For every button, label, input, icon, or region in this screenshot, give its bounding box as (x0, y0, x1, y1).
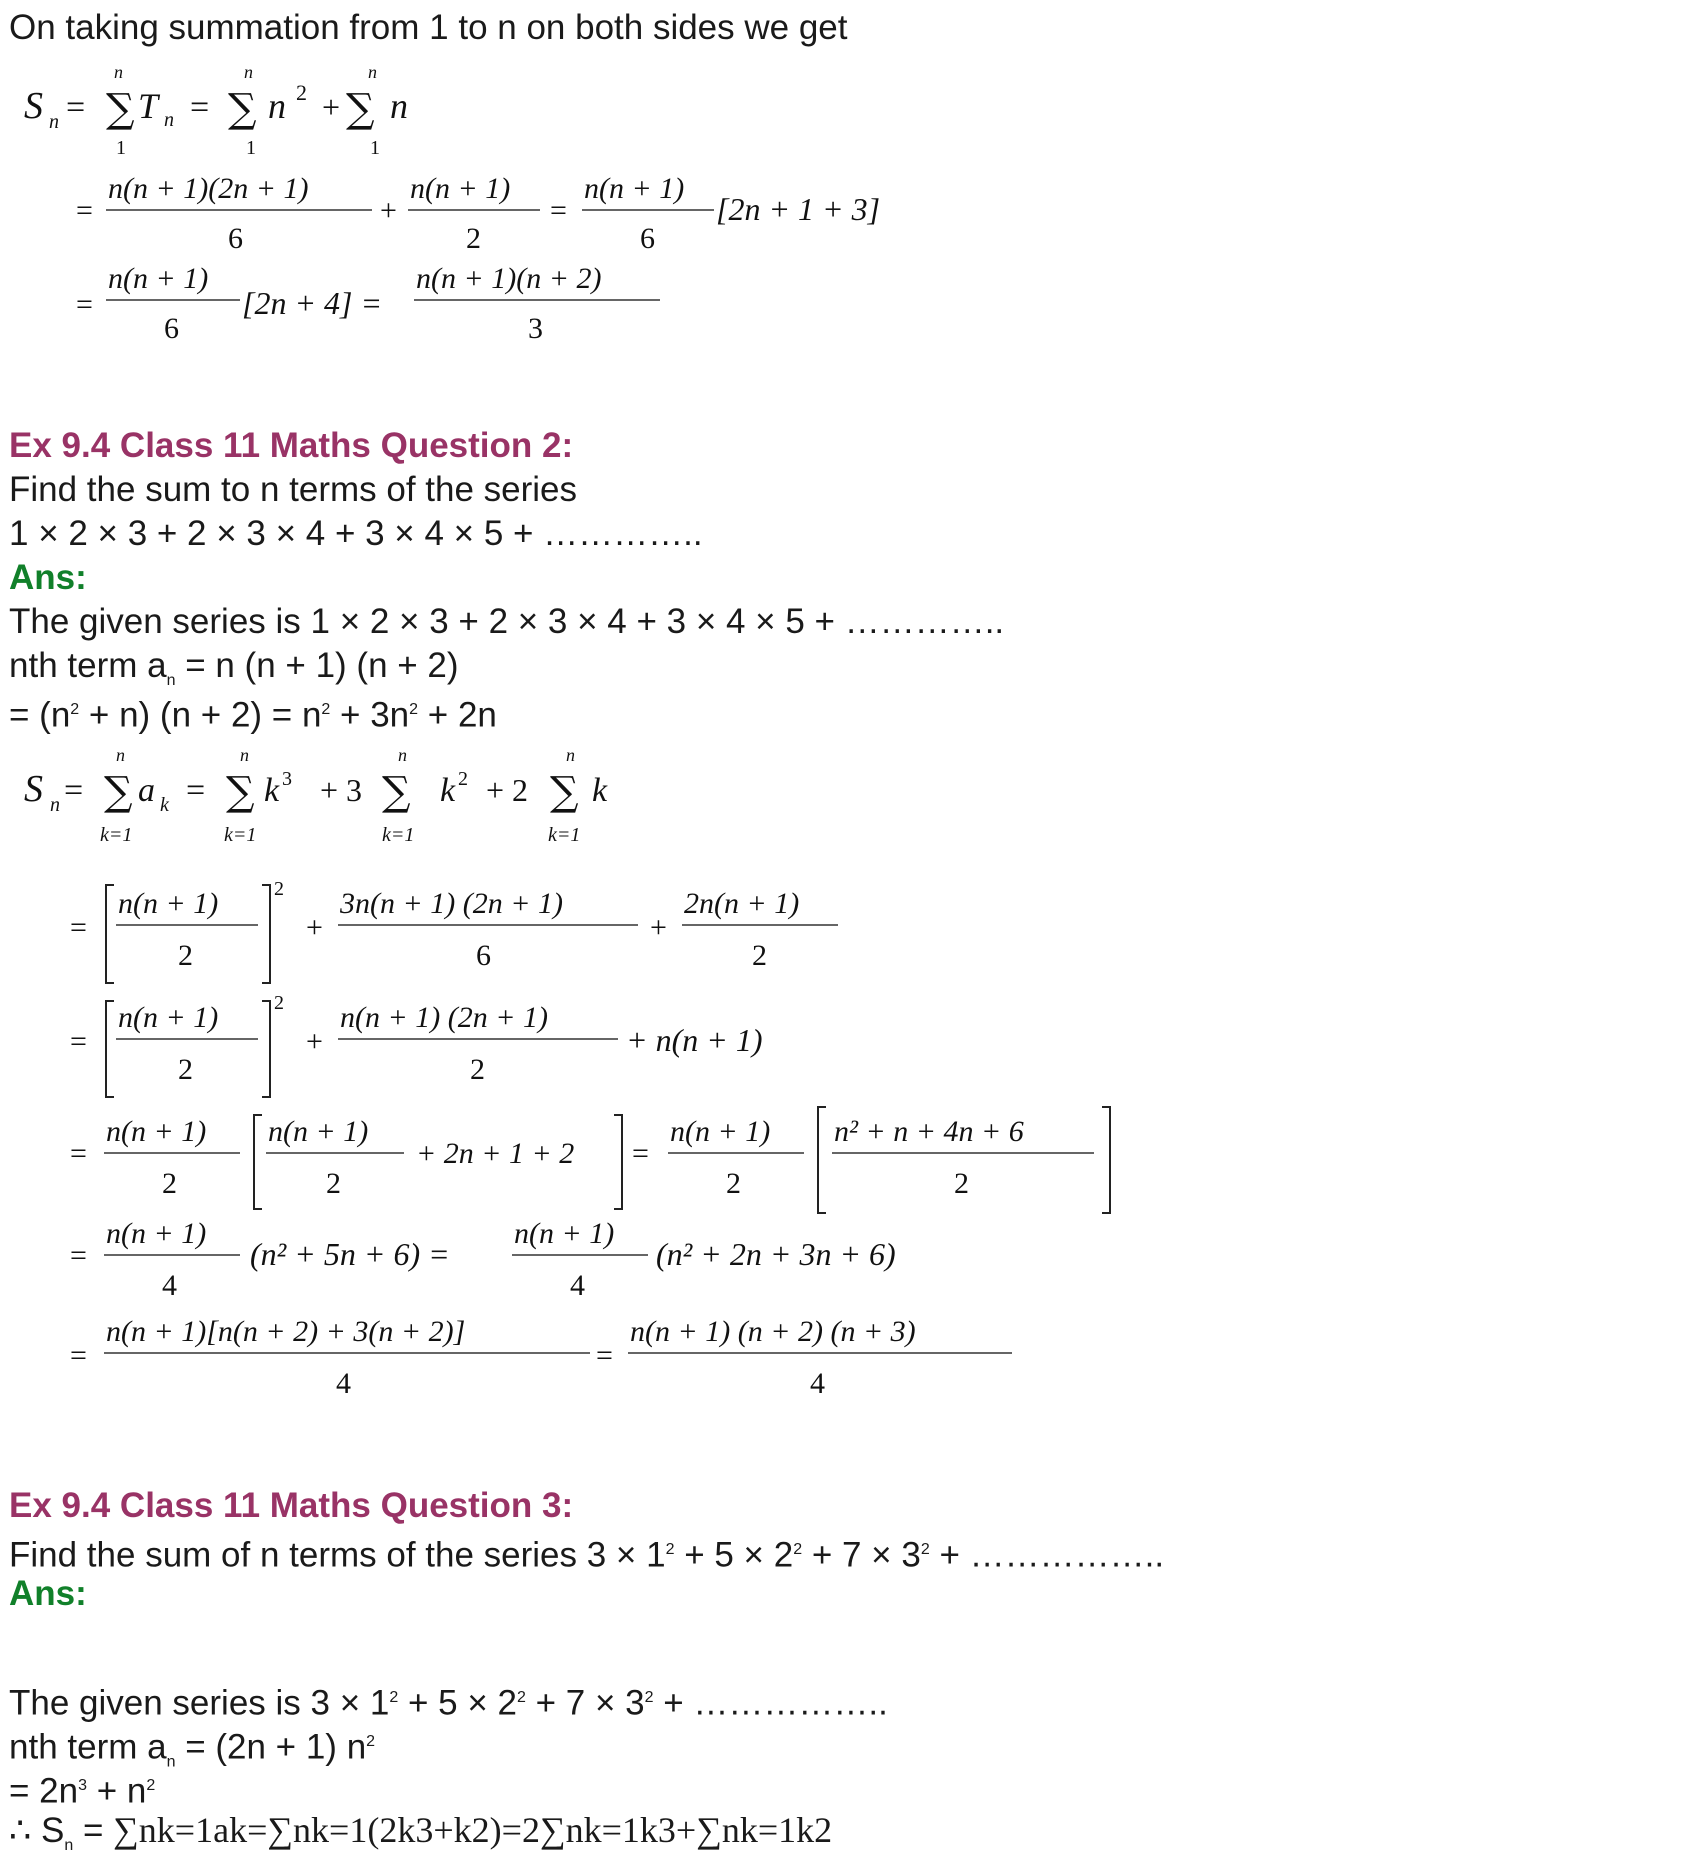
text: = (2n + 1) n (175, 1727, 367, 1767)
coefficient: + 3 (320, 772, 363, 808)
middle-expression: (n² + 5n + 6) = (250, 1236, 450, 1272)
superscript: 2 (321, 701, 331, 718)
frac-den: 6 (164, 312, 179, 345)
superscript: 2 (366, 1733, 376, 1750)
q1-equation-svg (0, 60, 960, 360)
exponent: 2 (296, 80, 307, 105)
frac-den: 2 (466, 222, 481, 255)
superscript: 2 (146, 1777, 156, 1794)
term-k: k (440, 772, 456, 809)
frac-den: 2 (470, 1053, 485, 1086)
frac-num: n(n + 1) (108, 262, 209, 295)
sum-lower: 1 (246, 137, 256, 159)
frac-den: 2 (178, 939, 193, 972)
equals-sign: = (76, 288, 93, 321)
frac-den: 4 (162, 1269, 177, 1302)
sigma-icon: ∑ (228, 86, 257, 132)
bracket-expression: [2n + 4] = (242, 285, 383, 321)
sn-subscript: n (49, 111, 59, 133)
q3-sum-line (9, 1810, 832, 1866)
left-bracket (818, 1107, 826, 1213)
q3-heading: Ex 9.4 Class 11 Maths Question 3: (9, 1486, 574, 1525)
q2-equation-svg (0, 745, 1140, 1405)
subscript: n (64, 1837, 74, 1854)
left-bracket (106, 885, 114, 983)
sn-symbol: S (24, 768, 43, 810)
q2-question-line1: Find the sum to n terms of the series (9, 470, 578, 509)
plus-sign: + (306, 911, 323, 944)
plus-sign: + (306, 1025, 323, 1058)
text: + 3n (330, 695, 410, 735)
equals-sign: = (66, 89, 86, 126)
term-T-sub: n (164, 109, 174, 131)
frac-den: 4 (570, 1269, 585, 1302)
superscript: 2 (665, 1541, 675, 1558)
text: + n (87, 1771, 147, 1811)
text: nth term a (9, 646, 167, 685)
frac-num: n(n + 1) (118, 1001, 219, 1034)
frac-den: 2 (162, 1167, 177, 1200)
frac-num: n(n + 1) (118, 887, 219, 920)
frac-num: n² + n + 4n + 6 (834, 1115, 1024, 1148)
q2-question-line2: 1 × 2 × 3 + 2 × 3 × 4 + 3 × 4 × 5 + ………….. (9, 514, 703, 553)
sn-subscript: n (50, 794, 60, 816)
text: ∴ S (9, 1811, 65, 1850)
text: + 7 × 3 (802, 1535, 921, 1575)
equals-sign: = (70, 1339, 87, 1372)
sum-lower: 1 (370, 137, 380, 159)
q2-ans-label: Ans: (9, 558, 87, 597)
text: The given series is 3 × 1 (9, 1683, 390, 1723)
frac-num: n(n + 1) (268, 1115, 369, 1148)
sum-upper: n (566, 745, 575, 765)
sigma-icon: ∑ (550, 769, 579, 815)
sigma-icon: ∑ (346, 86, 375, 132)
frac-num: n(n + 1)(n + 2) (416, 262, 602, 295)
plus-sign: + (322, 89, 341, 125)
frac-den: 2 (752, 939, 767, 972)
text: nth term a (9, 1727, 167, 1767)
q2-equation-block (0, 745, 1140, 1405)
frac-num: 3n(n + 1) (2n + 1) (340, 887, 563, 920)
frac-den: 3 (528, 312, 543, 345)
text: + 2n (418, 695, 497, 735)
exponent: 2 (274, 992, 284, 1014)
q3-ans-label: Ans: (9, 1574, 87, 1613)
frac-den: 2 (726, 1167, 741, 1200)
inner-expression: + 2n + 1 + 2 (416, 1137, 575, 1170)
sum-lower: k=1 (548, 824, 581, 846)
q2-given-series: The given series is 1 × 2 × 3 + 2 × 3 × 4 + 3 × 4 × 5 + ………….. (9, 602, 1005, 641)
bracket-expression: [2n + 1 + 3] (716, 191, 881, 227)
right-bracket (262, 885, 270, 983)
term-k: k (264, 772, 280, 809)
frac-num: n(n + 1) (n + 2) (n + 3) (630, 1315, 916, 1348)
sigma-icon: ∑ (104, 769, 133, 815)
text: + 7 × 3 (525, 1683, 645, 1723)
equals-sign: = (186, 772, 206, 809)
superscript: 2 (644, 1689, 654, 1706)
q2-heading: Ex 9.4 Class 11 Maths Question 2: (9, 426, 574, 465)
sum-upper: n (114, 62, 123, 82)
superscript: 2 (70, 701, 80, 718)
exponent: 3 (282, 768, 292, 790)
frac-den: 4 (810, 1367, 825, 1400)
superscript: 2 (389, 1689, 399, 1706)
left-bracket (254, 1115, 262, 1209)
text: = 2n (9, 1771, 79, 1811)
sum-formula: ∑nk=1ak=∑nk=1(2k3+k2)=2∑nk=1k3+∑nk=1k2 (113, 1810, 833, 1850)
equals-sign: = (70, 1137, 87, 1170)
equals-sign: = (70, 1239, 87, 1272)
q3-simplified (9, 1766, 155, 1812)
sum-lower: k=1 (382, 824, 415, 846)
coefficient: + 2 (486, 772, 529, 808)
frac-num: n(n + 1)(2n + 1) (108, 172, 309, 205)
subscript: n (166, 1753, 176, 1771)
text: + …………….. (929, 1535, 1165, 1575)
text: = (73, 1811, 114, 1850)
frac-den: 2 (954, 1167, 969, 1200)
frac-num: n(n + 1) (584, 172, 685, 205)
superscript: 2 (920, 1541, 930, 1558)
frac-den: 2 (326, 1167, 341, 1200)
sum-upper: n (398, 745, 407, 765)
frac-den: 2 (178, 1053, 193, 1086)
frac-den: 6 (640, 222, 655, 255)
text: + n) (n + 2) = n (79, 695, 322, 735)
equals-sign: = (190, 89, 210, 126)
tail-expression: + n(n + 1) (626, 1022, 763, 1058)
text: + 5 × 2 (398, 1683, 517, 1723)
intro-text: On taking summation from 1 to n on both sides we get (9, 8, 848, 47)
frac-num: n(n + 1)[n(n + 2) + 3(n + 2)] (106, 1315, 466, 1348)
equals-sign: = (76, 194, 93, 227)
sum-lower: k=1 (224, 824, 257, 846)
sum-lower: k=1 (100, 824, 133, 846)
sum-upper: n (240, 745, 249, 765)
exponent: 2 (274, 878, 284, 900)
frac-num: n(n + 1) (514, 1217, 615, 1250)
exponent: 2 (458, 768, 468, 790)
q3-given-series (9, 1678, 888, 1724)
superscript: 3 (78, 1777, 88, 1794)
sn-symbol: S (24, 85, 43, 127)
equals-sign: = (70, 911, 87, 944)
sigma-icon: ∑ (226, 769, 255, 815)
frac-den: 6 (228, 222, 243, 255)
term-k: k (592, 772, 608, 809)
term-a-sub: k (160, 794, 169, 816)
sum-upper: n (116, 745, 125, 765)
sum-lower: 1 (116, 137, 126, 159)
equals-sign: = (596, 1339, 613, 1372)
term-n: n (390, 86, 408, 126)
plus-sign: + (650, 911, 667, 944)
frac-den: 4 (336, 1367, 351, 1400)
term-n: n (268, 86, 286, 126)
equals-sign: = (70, 1025, 87, 1058)
text: + 5 × 2 (674, 1535, 794, 1575)
frac-num: n(n + 1) (410, 172, 511, 205)
equals-sign: = (550, 194, 567, 227)
q2-expansion (9, 690, 497, 736)
frac-num: 2n(n + 1) (684, 887, 800, 920)
frac-num: n(n + 1) (106, 1217, 207, 1250)
sigma-icon: ∑ (382, 769, 411, 815)
subscript: n (166, 672, 176, 689)
text: = n (n + 1) (n + 2) (175, 646, 459, 685)
right-bracket (614, 1115, 622, 1209)
left-bracket (106, 1001, 114, 1097)
right-bracket (1102, 1107, 1110, 1213)
term-T: T (138, 86, 159, 126)
tail-expression: (n² + 2n + 3n + 6) (656, 1236, 896, 1272)
text: = (n (9, 695, 71, 735)
sum-upper: n (244, 62, 253, 82)
equals-sign: = (64, 772, 84, 809)
frac-num: n(n + 1) (670, 1115, 771, 1148)
frac-num: n(n + 1) (2n + 1) (340, 1001, 548, 1034)
superscript: 2 (409, 701, 419, 718)
q1-equation-block (0, 60, 960, 360)
equals-sign: = (632, 1137, 649, 1170)
plus-sign: + (380, 194, 397, 227)
text: + …………….. (653, 1683, 888, 1723)
term-a: a (138, 772, 155, 809)
frac-den: 6 (476, 939, 491, 972)
right-bracket (262, 1001, 270, 1097)
text: Find the sum of n terms of the series 3 × 1 (9, 1535, 666, 1575)
superscript: 2 (516, 1689, 526, 1706)
frac-num: n(n + 1) (106, 1115, 207, 1148)
sum-upper: n (368, 62, 377, 82)
q3-question (9, 1530, 1164, 1576)
sigma-icon: ∑ (106, 86, 135, 132)
superscript: 2 (793, 1541, 803, 1558)
